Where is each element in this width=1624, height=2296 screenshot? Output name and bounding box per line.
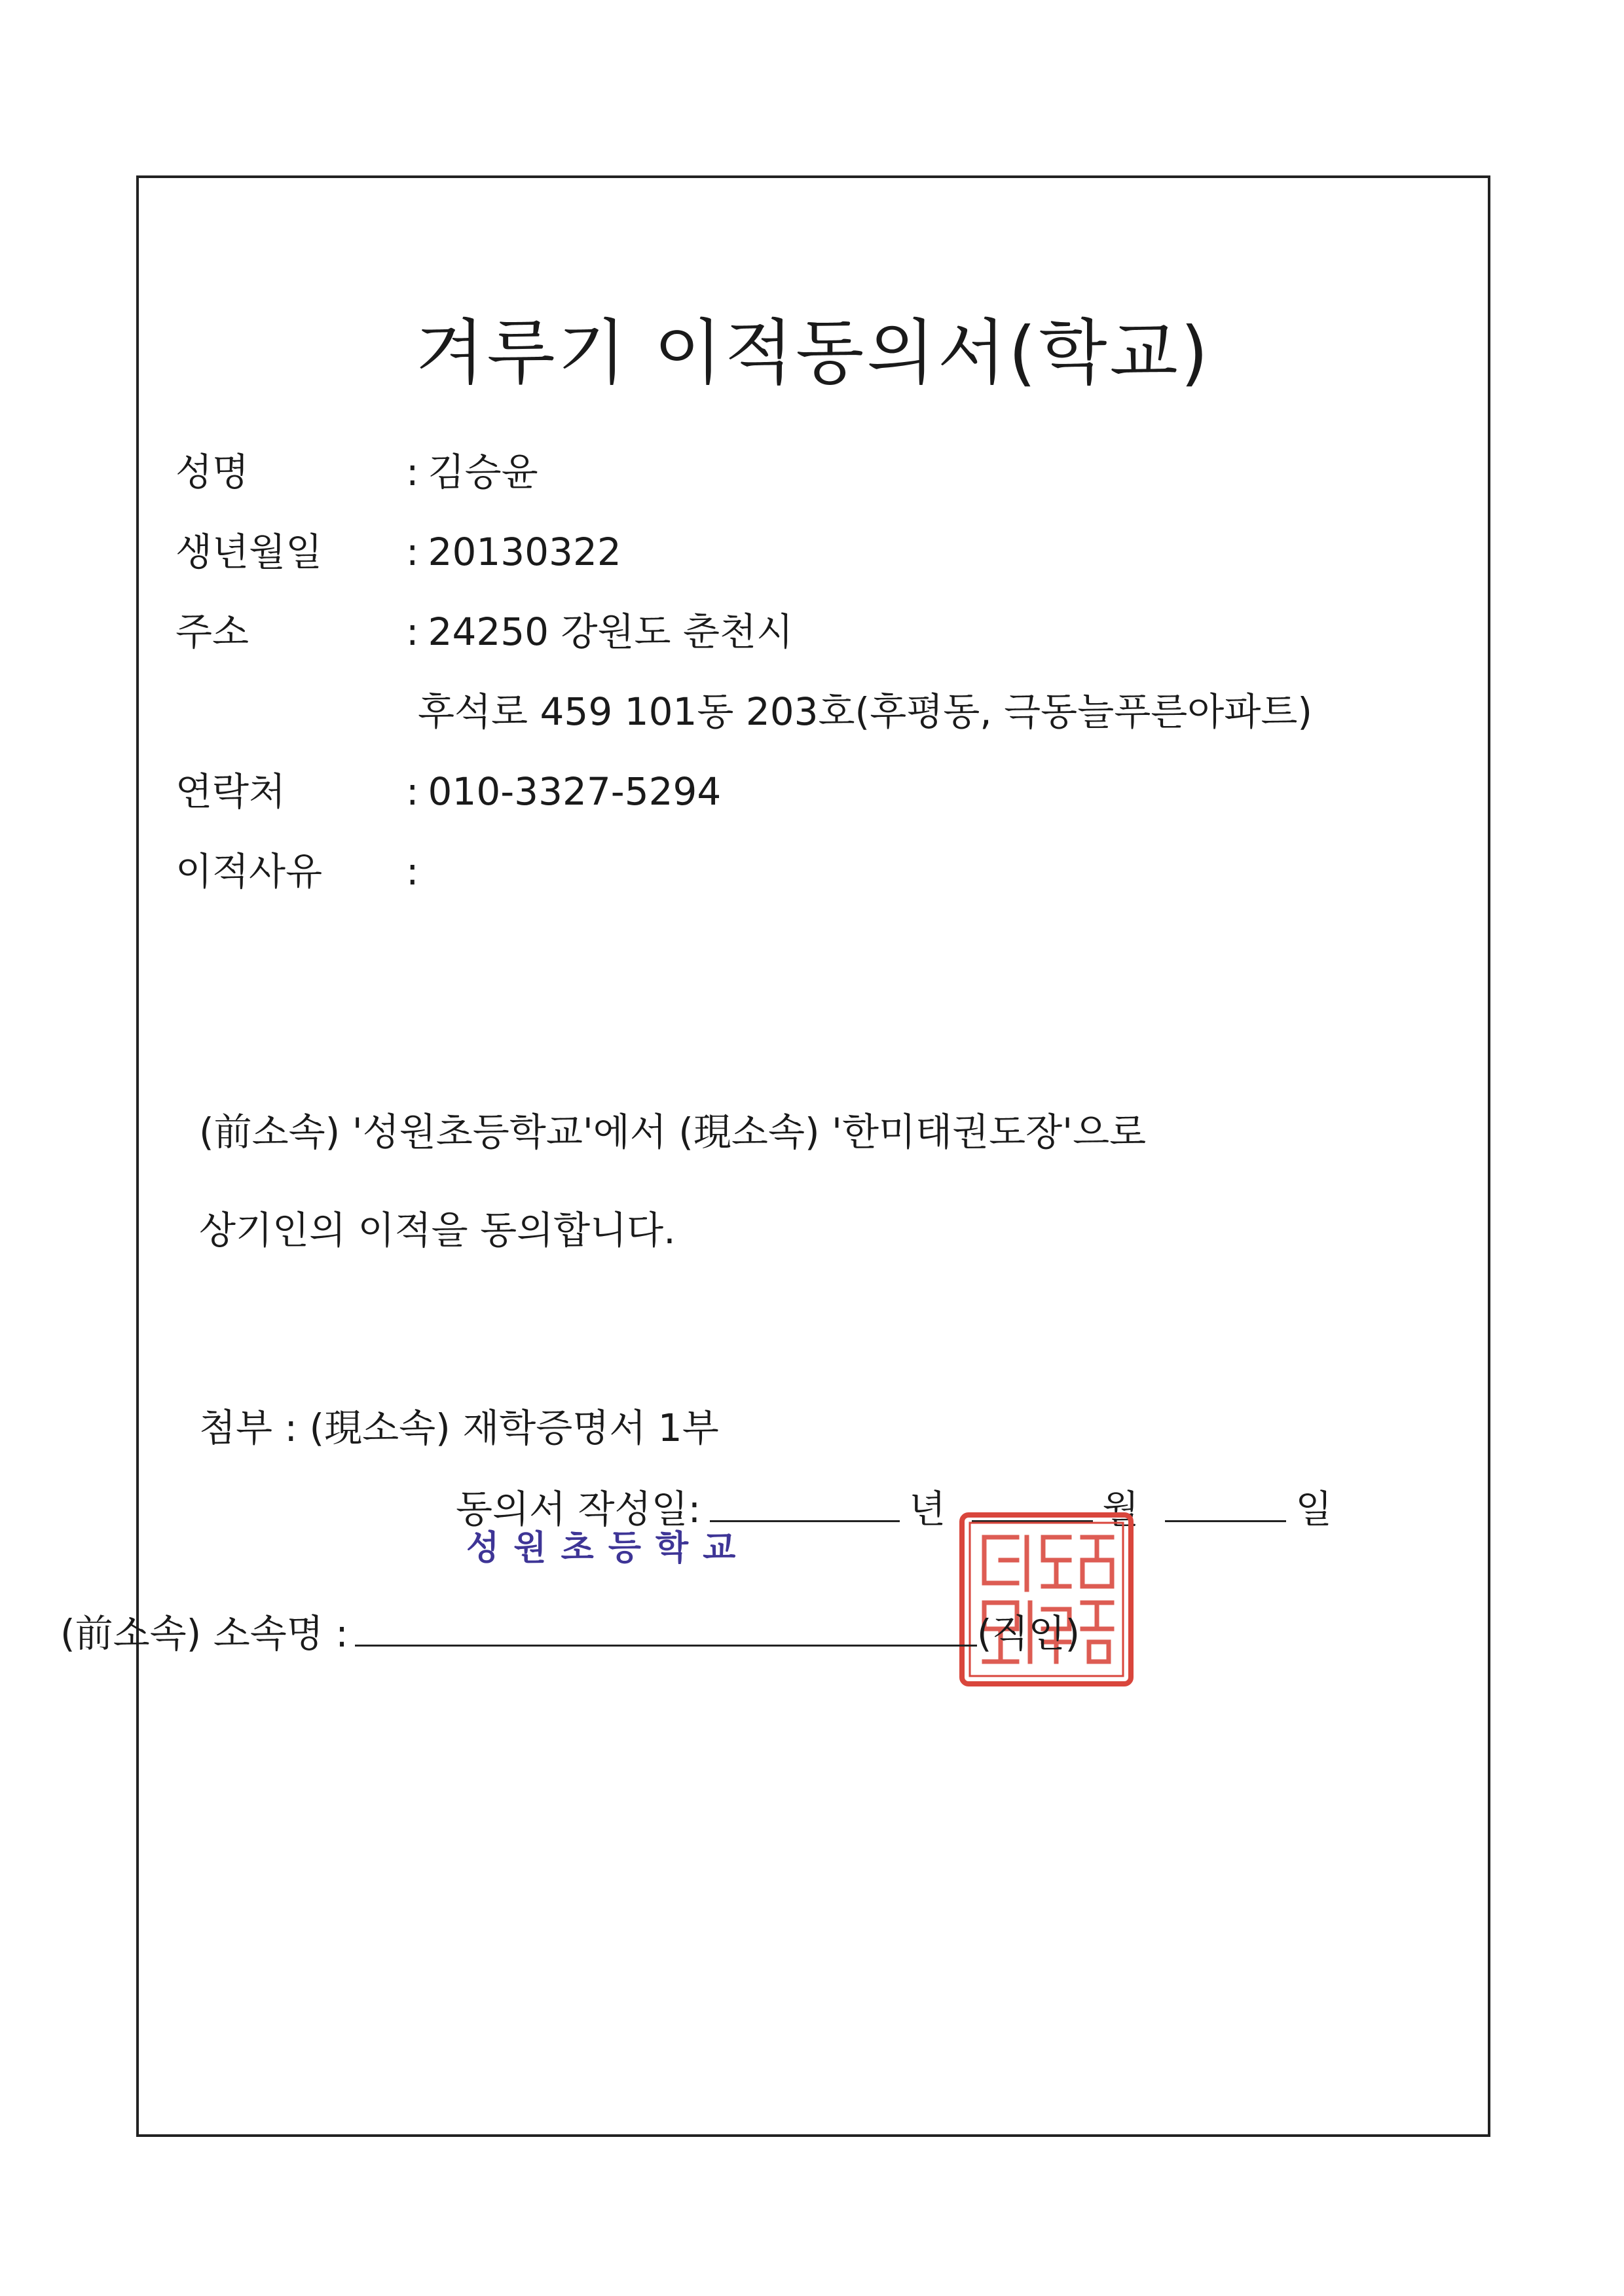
field-colon: : (406, 610, 419, 654)
field-value: 김승윤 (428, 450, 538, 494)
field-transfer-reason (175, 849, 428, 894)
affiliation-label: (前소속) 소속명 : (60, 1611, 348, 1656)
attachment-line: 첨부 : (現소속) 재학증명서 1부 (199, 1406, 719, 1450)
document-title: 겨루기 이적동의서(학교) (416, 312, 1211, 394)
seal-label: (직인) (976, 1611, 1080, 1656)
field-value: 20130322 (428, 530, 621, 574)
date-label: 동의서 작성일: (456, 1487, 701, 1531)
consent-line-1: (前소속) '성원초등학교'에서 (現소속) '한미태권도장'으로 (199, 1110, 1147, 1154)
field-name (175, 450, 538, 494)
field-value: 010-3327-5294 (428, 769, 722, 814)
field-label: 성명 (175, 450, 249, 494)
month-label: 월 (1102, 1487, 1139, 1531)
consent-line-2: 상기인의 이적을 동의합니다. (199, 1208, 676, 1252)
day-label: 일 (1295, 1487, 1333, 1531)
field-label: 주소 (175, 610, 249, 654)
field-value: 24250 강원도 춘천시 (428, 610, 794, 654)
school-name-stamp: 성원초등학교 (466, 1528, 750, 1568)
field-contact (175, 769, 722, 814)
field-colon: : (406, 450, 419, 494)
field-label: 연락처 (175, 769, 286, 814)
field-colon: : (406, 769, 419, 814)
official-seal-icon (958, 1511, 1135, 1688)
document-frame (136, 175, 1490, 2137)
field-colon: : (406, 530, 419, 574)
affiliation-blank[interactable] (355, 1611, 977, 1647)
field-birthdate (175, 530, 621, 574)
field-label: 생년월일 (175, 530, 323, 574)
year-blank[interactable] (710, 1486, 900, 1522)
field-colon: : (406, 849, 419, 894)
field-address (175, 610, 794, 654)
field-label: 이적사유 (175, 849, 323, 894)
field-address-line2: 후석로 459 101동 203호(후평동, 극동늘푸른아파트) (418, 689, 1313, 734)
affiliation-line (60, 1603, 1080, 1658)
year-label: 년 (909, 1487, 946, 1531)
day-blank[interactable] (1165, 1486, 1286, 1522)
